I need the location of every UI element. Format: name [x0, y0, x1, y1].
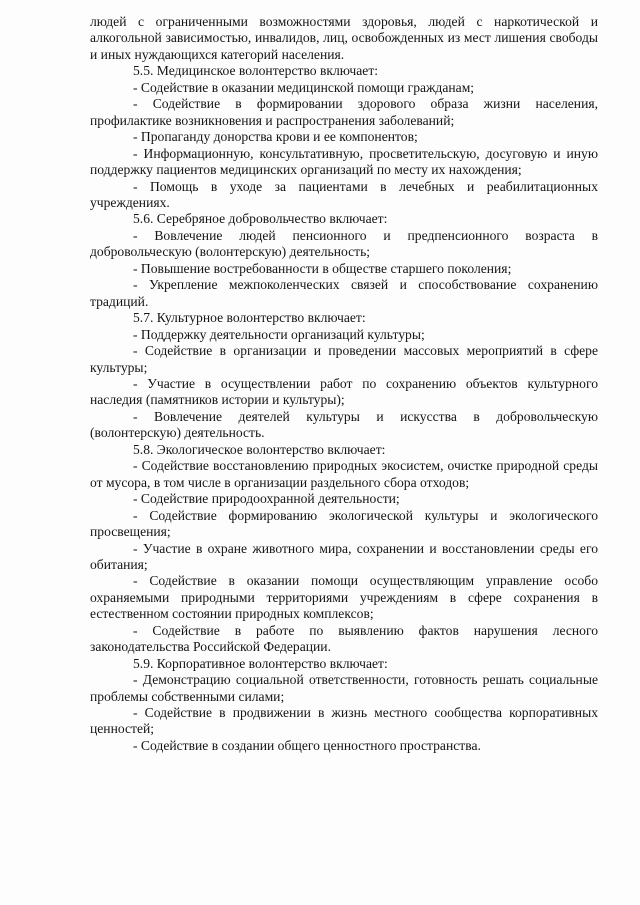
list-item: - Пропаганду донорства крови и ее компонентов; [133, 129, 418, 145]
list-item: - Содействие в оказании помощи осуществляющим управление особо охраняемыми природными территориями учреждениям в сфере сохранения в естественном состоянии природных комплексов; [90, 573, 598, 622]
paragraph: людей с ограниченными возможностями здоровья, людей с наркотической и алкогольной зависимостью, инвалидов, лиц, освобожденных из мест лишения свободы и иных нуждающихся категорий населения. [90, 14, 598, 62]
section-heading-5-5: 5.5. Медицинское волонтерство включает: [133, 63, 379, 79]
list-item: - Информационную, консультативную, просветительскую, досуговую и иную поддержку пациентов медицинских организаций по месту их нахождения; [90, 145, 598, 178]
list-item: - Поддержку деятельности организаций культуры; [133, 326, 425, 342]
section-heading-5-9: 5.9. Корпоративное волонтерство включает: [133, 655, 388, 671]
list-item: - Содействие формированию экологической культуры и экологического просвещения; [90, 507, 598, 540]
section-heading-5-6: 5.6. Серебряное добровольчество включает: [133, 211, 388, 227]
list-item: - Помощь в уходе за пациентами в лечебных и реабилитационных учреждениях. [90, 178, 598, 210]
section-heading-5-7: 5.7. Культурное волонтерство включает: [133, 310, 366, 326]
list-item: - Содействие в оказании медицинской помощи гражданам; [133, 79, 475, 95]
list-item: - Демонстрацию социальной ответственности, готовность решать социальные проблемы собственными силами; [90, 672, 598, 704]
section-heading-5-8: 5.8. Экологическое волонтерство включает: [133, 441, 386, 457]
list-item: - Содействие в организации и проведении массовых мероприятий в сфере культуры; [90, 343, 598, 375]
list-item: - Содействие восстановлению природных экосистем, очистке природной среды от мусора, в том числе в организации раздельного сбора отходов; [90, 458, 598, 490]
list-item: - Содействие в продвижении в жизнь местного сообщества корпоративных ценностей; [90, 705, 598, 737]
list-item: - Участие в охране животного мира, сохранении и восстановлении среды его обитания; [90, 540, 598, 572]
list-item: - Содействие в работе по выявлению фактов нарушения лесного законодательства Российской Федерации. [90, 622, 598, 655]
document-body [90, 14, 598, 754]
list-item: - Вовлечение деятелей культуры и искусства в добровольческую (волонтерскую) деятельность. [90, 408, 598, 441]
list-item: - Содействие в создании общего ценностного пространства. [133, 737, 481, 753]
list-item: - Вовлечение людей пенсионного и предпенсионного возраста в добровольческую (волонтерскую) деятельность; [90, 227, 598, 260]
list-item: - Участие в осуществлении работ по сохранению объектов культурного наследия (памятников истории и культуры); [90, 375, 598, 408]
list-item: - Укрепление межпоколенческих связей и способствование сохранению традиций. [90, 277, 598, 309]
list-item: - Содействие природоохранной деятельности; [133, 491, 400, 507]
list-item: - Повышение востребованности в обществе старшего поколения; [133, 260, 512, 276]
list-item: - Содействие в формировании здорового образа жизни населения, профилактике возникновения и распространения заболеваний; [90, 96, 598, 128]
